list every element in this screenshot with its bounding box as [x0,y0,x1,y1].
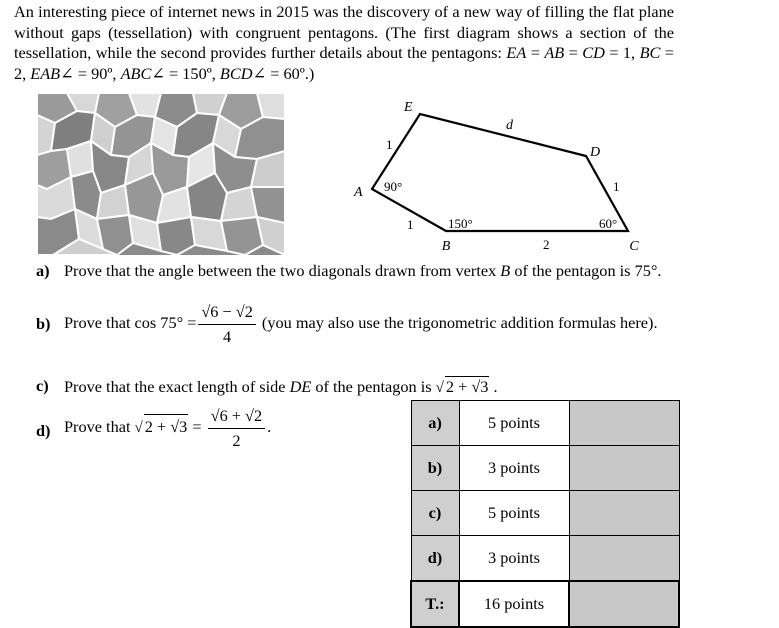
angle-b-label: 150° [448,216,473,231]
vertex-e-label: E [404,100,413,115]
vertex-c-label: C [629,239,639,254]
side-cd-label: 1 [613,179,620,194]
pentagon-diagram [350,93,650,255]
problem-d: d) Prove that √ 2 + √3 = $\frac{√6 + √2}{2}$ . [36,404,396,453]
vertex-d-label: D [590,145,601,160]
score-row-c: c) 5 points [411,491,679,536]
problem-intro: An interesting piece of internet news in 2015 was the discovery of a new way of filling the flat plane without gaps (tessellation) with congruent pentagons. (The first diagram shows a section of the tessellation, while the second provides further details about the pentagons: EA = AB = CD = 1, BC = 2, EAB∠ = 90º, ABC∠ = 150º, BCD∠ = 60º.) [14,2,674,83]
problem-a: a) Prove that the angle between the two diagonals drawn from vertex B of the pentagon is 75°. [36,261,662,280]
problem-b: b) Prove that cos 75° = $\frac{√6 - √2}{4}$ (you may also use the trigonometric addition formulas here). [36,300,676,349]
problem-d-label: d) [36,421,51,440]
problem-a-label: a) [36,261,50,280]
side-de-label: d [506,118,513,133]
side-ea-label: 1 [386,137,393,152]
problem-c: c) Prove that the exact length of side DE of the pentagon is √ 2 + √3 . [36,376,498,396]
problem-b-label: b) [36,314,51,333]
side-bc-label: 2 [543,237,550,252]
side-ab-label: 1 [407,217,414,232]
problem-c-label: c) [36,376,49,395]
fraction-d: $\frac{√6 + √2}{2}$ [208,404,265,453]
vertex-a-label: A [354,185,363,200]
angle-a-label: 90° [384,179,403,194]
vertex-b-label: B [441,239,451,254]
score-table [410,400,680,628]
score-row-total: T.: 16 points [411,581,679,627]
angle-c-label: 60° [599,216,618,231]
score-row-a: a) 5 points [411,401,679,446]
pentagon-outline [372,114,628,231]
fraction-b: $\frac{√6 - √2}{4}$ [198,300,255,349]
score-row-d: d) 3 points [411,536,679,582]
score-row-b: b) 3 points [411,446,679,491]
tessellation-image [37,93,285,255]
